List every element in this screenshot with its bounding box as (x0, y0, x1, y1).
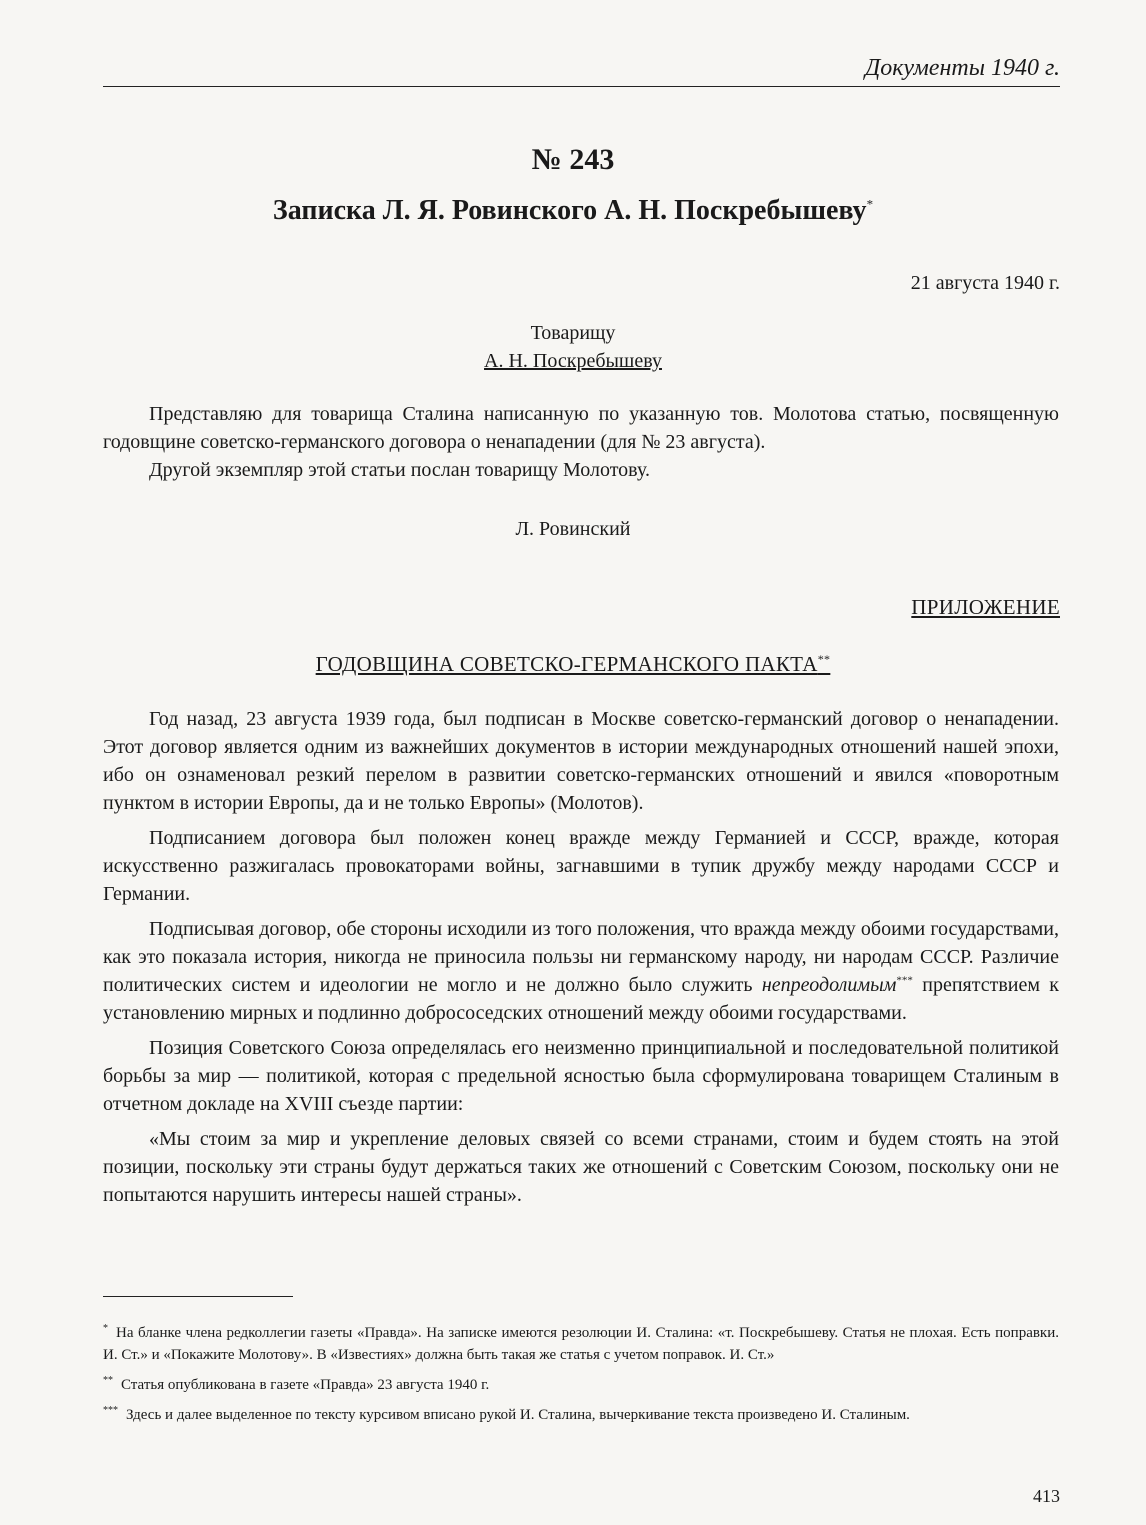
footnote-3 (103, 1400, 1059, 1426)
note-body (103, 400, 1059, 484)
appendix-body (103, 705, 1059, 1209)
appendix-paragraph-1: Год назад, 23 августа 1939 года, был подписан в Москве советско-германский договор о ненападении. Этот договор является одним из важнейших документов в истории международных отношений нашей эпохи, ибо он ознаменовал резкий перелом в развитии советско-германских отношений и явился «поворотным пунктом в истории Европы, да и не только Европы» (Молотов). (103, 708, 1059, 814)
appendix-title-text: ГОДОВЩИНА СОВЕТСКО-ГЕРМАНСКОГО ПАКТА (315, 652, 818, 676)
appendix-paragraph-3 (103, 915, 1059, 1027)
signature: Л. Ровинский (515, 518, 631, 540)
footnote-3-marker: *** (103, 1405, 118, 1416)
document-title-footnote-marker: * (866, 196, 874, 212)
footnote-1-text: На бланке члена редколлегии газеты «Правда». На записке имеются резолюции И. Сталина: «т. Поскребышеву. Статья не плохая. Есть поправки. И. Ст.» и «Покажите Молотову». В «Известиях» должна быть такая же статья с учетом поправок. И. Ст.» (103, 1325, 1059, 1363)
appendix-title (0, 652, 1146, 677)
appendix-quote-paragraph: «Мы стоим за мир и укрепление деловых связей со всеми странами, стоим и будем стоять на этой позиции, поскольку эти страны будут держаться таких же отношений с Советским Союзом, поскольку они не попытаются нарушить интересы нашей страны». (103, 1128, 1059, 1206)
stalin-handwritten-insert: непреодолимым (761, 974, 897, 996)
footnote-rule (103, 1296, 293, 1297)
page-number: 413 (1033, 1486, 1060, 1506)
footnote-2-marker: ** (103, 1375, 113, 1386)
footnote-marker: *** (896, 974, 913, 987)
document-title (0, 195, 1146, 227)
addressee-line-2: А. Н. Поскребышеву (484, 350, 662, 372)
header-rule (103, 86, 1060, 87)
document-number: № 243 (531, 143, 615, 176)
document-date: 21 августа 1940 г. (910, 272, 1060, 294)
running-header: Документы 1940 г. (864, 55, 1060, 81)
note-paragraph: Другой экземпляр этой статьи послан товарищу Молотову. (149, 459, 650, 481)
paragraph-3-text-before: Подписывая договор, обе стороны исходили из того положения, что вражда между обоими государствами, как это показала история, никогда не приносила пользы ни германскому народу, ни народам СССР. Различие политических систем и идеологии не могло и не должно было служить (103, 918, 1059, 996)
footnotes (103, 1318, 1059, 1430)
footnote-2-text: Статья опубликована в газете «Правда» 23 августа 1940 г. (121, 1377, 490, 1393)
document-title-text: Записка Л. Я. Ровинского А. Н. Поскребышеву (272, 195, 867, 226)
appendix-label: ПРИЛОЖЕНИЕ (911, 595, 1060, 619)
footnote-2 (103, 1370, 1059, 1396)
paragraph-3-text-after: препятствием к установлению мирных и подлинно добрососедских отношений между обоими государствами. (103, 974, 1060, 1024)
appendix-title-footnote-marker: ** (817, 652, 831, 666)
footnote-3-text: Здесь и далее выделенное по тексту курсивом вписано рукой И. Сталина, вычеркивание текста произведено И. Сталиным. (126, 1407, 910, 1423)
addressee-line-1: Товарищу (530, 322, 616, 344)
note-paragraph: Представляю для товарища Сталина написанную по указанную тов. Молотова статью, посвященную годовщине советско-германского договора о ненападении (для № 23 августа). (103, 403, 1059, 453)
footnote-1-marker: * (103, 1323, 108, 1334)
appendix-paragraph-2: Подписанием договора был положен конец вражде между Германией и СССР, вражде, которая искусственно разжигалась провокаторами войны, загнавшими в тупик дружбу между народами СССР и Германии. (103, 827, 1059, 905)
appendix-paragraph-4: Позиция Советского Союза определялась его неизменно принципиальной и последовательной политикой борьбы за мир — политикой, которая с предельной ясностью была сформулирована товарищем Сталиным в отчетном докладе на XVIII съезде партии: (103, 1037, 1059, 1115)
footnote-1 (103, 1318, 1059, 1366)
